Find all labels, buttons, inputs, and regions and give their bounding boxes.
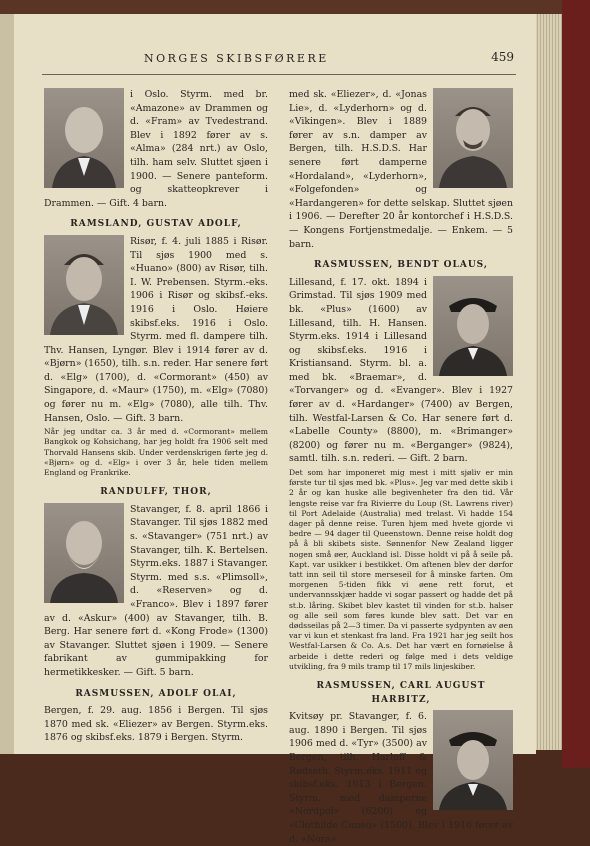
page-edges [532, 14, 562, 750]
entry-randulff-text: Stavanger, f. 8. april 1866 i Stavanger. Til sjøs 1882 med s. «Stavanger» (751 nrt.) av Stavanger, tilh. K. Bertelsen. Styrm.eks. 1887 i Stavanger. Styrm. med s.s. «Plimsoll», d. «Reserven» og d. «Franco». Blev i 1897 fører av d. «Askur» (400) av Stavanger, tilh. B. Berg. Har senere ført d. «Kong Frode» (1300) av Stavanger. Sluttet sjøen i 1909. — Senere fabrikant av gummipakking for hermetikkesker. — Gift. 5 barn. [44, 503, 268, 678]
header-rule [42, 74, 516, 75]
book-page [14, 14, 536, 845]
entry-ramsland-note: Når jeg undtar ca. 3 år med d. «Cormorant» mellem Bangkok og Kohsichang, har jeg holdt fra 1906 selt med Thorvald Hansens skib. Under verdenskrigen førte jeg d. «Bjørn» og d. «Elg» i over 3 år, hele tiden mellem England og Frankrike. [44, 427, 268, 478]
entry-rasmussen-carl-text: Kvitsøy pr. Stavanger, f. 6. aug. 1890 i Bergen. Til sjøs 1906 med d. «Tyr» (3500) av Bergen, tilh. Harloff & Rødseth. Styrm.eks. 1911 og skibsf.eks. 1913 i Bergen. Styrm. med damperne «Nordpol» (6200) og «Clothilde Cuneo» (1500). Blev i 1916 fører av d. «Nora» [289, 711, 513, 845]
entry-rasmussen-carl-heading: RASMUSSEN, CARL AUGUST HARBITZ, [316, 681, 486, 705]
right-column [289, 88, 513, 846]
portrait-photo-randulff [44, 503, 124, 603]
running-head: NORGES SKIBSFØRERE [144, 52, 329, 65]
portrait-photo-ramsland [44, 235, 124, 335]
page-header [44, 50, 514, 70]
page-gutter [0, 14, 14, 754]
entry-randulff-heading: RANDULFF, THOR, [100, 487, 212, 498]
page-number: 459 [491, 50, 514, 64]
entry-rasmussen-adolf-text: Bergen, f. 29. aug. 1856 i Bergen. Til sjøs 1870 med sk. «Eliezer» av Bergen. Styrm.eks. 1876 og skibsf.eks. 1879 i Bergen. Styrm. [44, 705, 268, 744]
entry-rasmussen-bendt-note: Det som har imponeret mig mest i mitt sjøliv er min første tur til sjøs med bk. «Plus». Jeg var med dette skib i 2 år og kan huske alle begivenheter fra den tid. Vår lengste reise var fra Rivierre du Loup (St. Lawrens river) til Port Adelaide (Australia) med trelast. Vi hadde 154 dager på denne reise. Turen hjem med hvete gjorde vi bedre — 94 dager til Queenstown. Denne reise holdt dog på å bli skibets siste. Sønnenfor New Zealand ligger nogen små øer, Auckland isl. Disse holdt vi på å seile på. Kapt. var usikker i bestikket. Om aftenen blev der dørfor tatt inn seil til store merseseil for å minske farten. Om morgenen 5-tiden fikk vi øene rett forut, et undervannsskjær hadde vi sogar passert og hadde det på st.b. låring. Skibet blev kastet til vinden for st.b. halser og alle seil som føres kunde blev satt. Det var en dødsseilas på 2—3 timer. Da vi passerte sydpynten av øen var vi kun et stenkast fra land. Fra 1921 har jeg seilt hos Westfal-Larsen & Co. A.s. Det har vært en fornøielse å arbeide i dette rederi og følge med i dets veldige utvikling, fra 9 mils tramp til 17 mils linjeskiber. [289, 468, 513, 671]
entry-rasmussen-bendt-heading: RASMUSSEN, BENDT OLAUS, [314, 260, 488, 271]
entry-0-text: i Oslo. Styrm. med br. «Amazone» av Drammen og d. «Fram» av Tvedestrand. Blev i 1892 fører av s. «Alma» (284 nrt.) av Oslo, tilh. ham selv. Sluttet sjøen i 1900. — Senere panteform. og skatteopkrever i Drammen. — Gift. 4 barn. [44, 89, 268, 209]
entry-rasmussen-adolf-cont: med sk. «Eliezer», d. «Jonas Lie», d. «Lyderhorn» og d. «Vikingen». Blev i 1889 fører av s.n. damper av Bergen, tilh. H.S.D.S. Har senere ført damperne «Hordaland», «Lyderhorn», «Folgefonden» og «Hardangeren» for dette selskap. Sluttet sjøen i 1906. — Derefter 20 år kontorchef i H.S.D.S. — Kongens Fortjenstmedalje. — Enkem. — 5 barn. [289, 89, 513, 250]
portrait-photo-1 [44, 88, 124, 188]
entry-ramsland-text: Risør, f. 4. juli 1885 i Risør. Til sjøs 1900 med s. «Huano» (800) av Risør, tilh. I. W. Prebensen. Styrm.-eks. 1906 i Risør og skibsf.-eks. 1916 i Oslo. Høiere skibsf.eks. 1916 i Oslo. Styrm. med fl. dampere tilh. Thv. Hansen, Lyngør. Blev i 1914 fører av d. «Bjørn» (1650), tilh. s.n. reder. Har senere ført d. «Elg» (1700), d. «Cormorant» (450) av Singapore, d. «Maur» (1750), m. «Elg» (7080) og fører nu m. «Elg» (7080), alle tilh. Thv. Hansen, Oslo. — Gift. 3 barn. [44, 235, 268, 424]
book-cover-spine [562, 0, 590, 768]
left-column [44, 88, 268, 745]
portrait-photo-rasmussen-adolf [433, 88, 513, 188]
portrait-photo-rasmussen-bendt [433, 276, 513, 376]
entry-rasmussen-adolf-heading: RASMUSSEN, ADOLF OLAI, [75, 688, 237, 699]
portrait-photo-rasmussen-carl [433, 710, 513, 810]
entry-rasmussen-bendt-text: Lillesand, f. 17. okt. 1894 i Grimstad. Til sjøs 1909 med bk. «Plus» (1600) av Lillesand, tilh. H. Hansen. Styrm.eks. 1914 i Lillesand og skibsf.eks. 1916 i Kristiansand. Styrm. bl. a. med bk. «Braemar», d. «Torvanger» og d. «Evanger». Blev i 1927 fører av d. «Hardanger» (7400) av Bergen, tilh. Westfal-Larsen & Co. Har senere ført d. «Labelle County» (8800), m. «Brimanger» (8200) og fører nu m. «Berganger» (9824), samtl. tilh. s.n. rederi. — Gift. 2 barn. [289, 276, 513, 465]
entry-ramsland-heading: RAMSLAND, GUSTAV ADOLF, [70, 219, 242, 230]
